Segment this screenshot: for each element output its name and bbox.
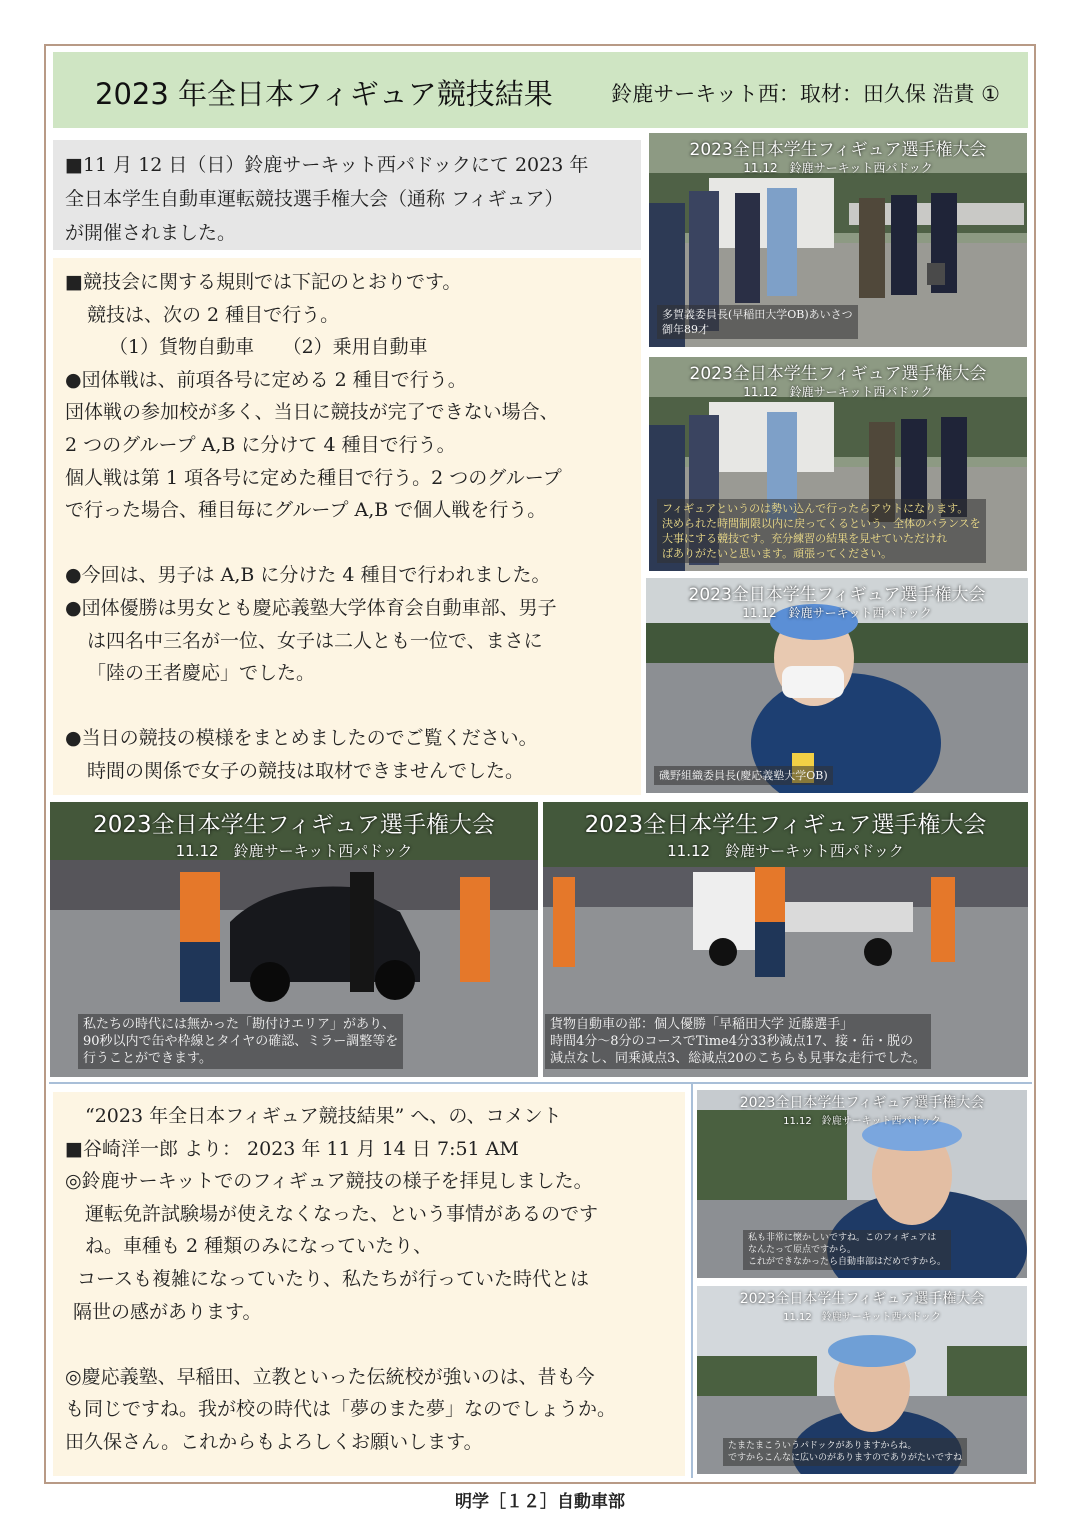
rules-line: ●団体戦は、前項各号に定める 2 種目で行う。 bbox=[65, 368, 467, 391]
comment-line: ■谷崎洋一郎 より： 2023 年 11 月 14 日 7:51 AM bbox=[65, 1137, 519, 1160]
spacer bbox=[65, 1328, 673, 1361]
spacer bbox=[65, 527, 629, 560]
photo-caption: たまたまこういうパドックがありますからね。 ですからこんなに広いのがありますのでありがたいですね bbox=[723, 1438, 967, 1466]
intro-box bbox=[53, 140, 641, 250]
photo-interview-elder-1 bbox=[697, 1090, 1027, 1278]
comment-line: ◎鈴鹿サーキットでのフィギュア競技の様子を拝見しました。 bbox=[65, 1170, 593, 1193]
rules-line: 2 つのグループ A,B に分けて 4 種目で行う。 bbox=[65, 433, 456, 456]
page-header bbox=[53, 52, 1028, 128]
photo-date: 11.12 鈴鹿サーキット西パドック bbox=[175, 842, 413, 860]
page-title: 2023 年全日本フィギュア競技結果 bbox=[95, 77, 553, 111]
photo-passenger-car bbox=[50, 802, 538, 1077]
photo-date: 11.12 鈴鹿サーキット西パドック bbox=[667, 842, 904, 860]
rules-line: （1）貨物自動車 （2）乗用自動車 bbox=[109, 336, 428, 359]
rules-line: 「陸の王者慶応」でした。 bbox=[87, 662, 316, 685]
rules-line: で行った場合、種目毎にグループ A,B で個人戦を行う。 bbox=[65, 499, 547, 522]
rules-line: ●今回は、男子は A,B に分けた 4 種目で行われました。 bbox=[65, 564, 551, 587]
photo-date: 11.12 鈴鹿サーキット西パドック bbox=[783, 1116, 941, 1127]
rules-line: 時間の関係で女子の競技は取材できませんでした。 bbox=[87, 759, 525, 782]
photo-date: 11.12 鈴鹿サーキット西パドック bbox=[743, 161, 933, 175]
comment-line: ね。車種も 2 種類のみになっていたり、 bbox=[85, 1235, 433, 1258]
comment-line: 運転免許試験場が使えなくなった、という事情があるのです bbox=[85, 1202, 599, 1225]
rules-line: 競技は、次の 2 種目で行う。 bbox=[87, 303, 340, 326]
photo-caption: フィギュアというのは勢い込んで行ったらアウトになります。 決められた時間制限以内に戻ってくるという、全体のバランスを 大事にする競技です。充分練習の結果を見せていただけれ ばありがたいと思います。頑張ってください。 bbox=[657, 499, 986, 563]
photo-caption: 私も非常に懐かしいですね。このフィギュアは なんたって原点ですから。 これができなかったら自動車部はだめですから。 bbox=[743, 1230, 951, 1270]
column-divider bbox=[691, 1084, 693, 1478]
photo-title: 2023全日本学生フィギュア選手権大会 bbox=[739, 1095, 985, 1111]
rules-line: ●団体優勝は男女とも慶応義塾大学体育会自動車部、男子 bbox=[65, 596, 557, 619]
rules-line: は四名中三名が一位、女子は二人とも一位で、まさに bbox=[87, 629, 543, 652]
rules-line: 個人戦は第 1 項各号に定めた種目で行う。2 つのグループ bbox=[65, 466, 562, 489]
photo-date: 11.12 鈴鹿サーキット西パドック bbox=[783, 1312, 941, 1323]
photo-cargo-truck bbox=[543, 802, 1028, 1077]
rules-line: ●当日の競技の模様をまとめましたのでご覧ください。 bbox=[65, 727, 538, 750]
photo-title: 2023全日本学生フィギュア選手権大会 bbox=[739, 1291, 985, 1307]
photo-caption: 貨物自動車の部：個人優勝「早稲田大学 近藤選手」 時間4分～8分のコースでTime4分33秒減点17、接・缶・脱の 減点なし、同乗減点3、総減点20のこちらも見事な走行でした。 bbox=[545, 1014, 931, 1069]
photo-caption: 私たちの時代には無かった「勘付けエリア」があり、 90秒以内で缶や枠線とタイヤの確認、ミラー調整等を 行うことができます。 bbox=[78, 1014, 403, 1069]
rules-line: ■競技会に関する規則では下記のとおりです。 bbox=[65, 271, 462, 293]
photo-title: 2023全日本学生フィギュア選手権大会 bbox=[584, 812, 987, 838]
rules-box bbox=[53, 258, 641, 795]
photo-date: 11.12 鈴鹿サーキット西パドック bbox=[742, 606, 932, 620]
photo-title: 2023全日本学生フィギュア選手権大会 bbox=[689, 140, 987, 160]
photo-interview-isono bbox=[646, 578, 1028, 793]
rules-line: 団体戦の参加校が多く、当日に競技が完了できない場合、 bbox=[65, 401, 559, 424]
intro-line: ■11 月 12 日（日）鈴鹿サーキット西パドックにて 2023 年 bbox=[65, 154, 589, 176]
photo-caption: 磯野組織委員長(慶応義塾大学OB) bbox=[654, 766, 833, 785]
photo-title: 2023全日本学生フィギュア選手権大会 bbox=[689, 364, 987, 384]
comment-line: コースも複雑になっていたり、私たちが行っていた時代とは bbox=[77, 1267, 590, 1290]
photo-speech-caption bbox=[649, 357, 1027, 571]
comment-line: 田久保さん。これからもよろしくお願いします。 bbox=[65, 1430, 483, 1453]
photo-title: 2023全日本学生フィギュア選手権大会 bbox=[93, 812, 495, 838]
spacer bbox=[65, 690, 629, 723]
comment-line: も同じですね。我が校の時代は「夢のまた夢」なのでしょうか。 bbox=[65, 1398, 617, 1421]
photo-title: 2023全日本学生フィギュア選手権大会 bbox=[688, 585, 986, 605]
comment-box bbox=[53, 1092, 685, 1476]
photo-interview-elder-2 bbox=[697, 1286, 1027, 1474]
intro-line: が開催されました。 bbox=[65, 222, 237, 244]
comment-line: 隔世の感があります。 bbox=[73, 1300, 262, 1323]
page-footer: 明学［１２］自動車部 bbox=[455, 1492, 625, 1512]
comment-line: “2023 年全日本フィギュア競技結果” へ、の、コメント bbox=[85, 1105, 562, 1127]
photo-opening-speech bbox=[649, 133, 1027, 347]
comment-line: ◎慶応義塾、早稲田、立教といった伝統校が強いのは、昔も今 bbox=[65, 1365, 595, 1388]
intro-line: 全日本学生自動車運転競技選手権大会（通称 フィギュア） bbox=[65, 188, 564, 210]
byline: 鈴鹿サーキット西：取材：田久保 浩貴 ① bbox=[611, 82, 1000, 106]
photo-caption: 多賀義委員長(早稲田大学OB)あいさつ 御年89才 bbox=[657, 305, 858, 339]
section-divider bbox=[49, 1082, 1032, 1084]
photo-date: 11.12 鈴鹿サーキット西パドック bbox=[743, 385, 933, 399]
